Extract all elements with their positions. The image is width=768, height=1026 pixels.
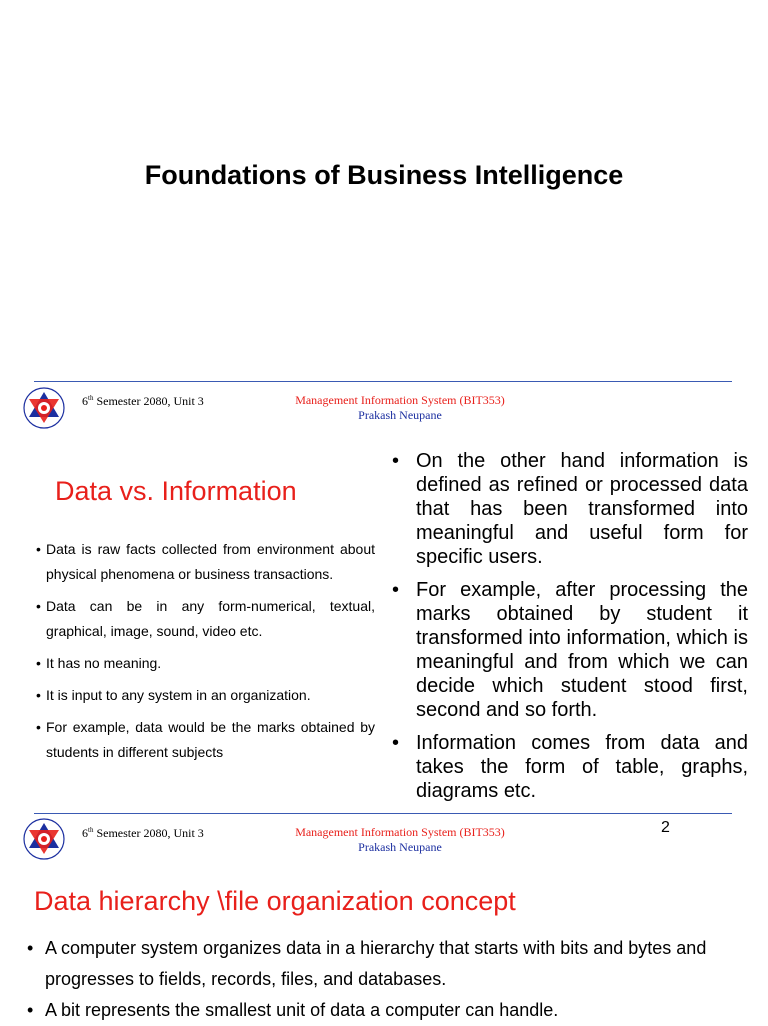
bullet-icon: • — [392, 579, 400, 601]
list-item — [390, 731, 748, 803]
bullet-icon: • — [36, 719, 41, 735]
list-item-text: Data is raw facts collected from environment about physical phenomena or business transactions. — [46, 541, 375, 582]
list-item — [27, 933, 745, 995]
list-item — [27, 995, 745, 1026]
right-bullet-list — [390, 449, 748, 812]
section-heading: Data vs. Information — [55, 476, 297, 506]
list-item-text: It is input to any system in an organization. — [46, 687, 311, 703]
bullet-icon: • — [392, 732, 400, 754]
footer-semester — [82, 394, 204, 409]
list-item-text: A bit represents the smallest unit of data a computer can handle. — [45, 1000, 559, 1020]
course-name: Management Information System (BIT353) — [295, 825, 505, 839]
semester-text: Semester 2080, Unit 3 — [93, 826, 204, 840]
semester-suffix: th — [88, 394, 94, 402]
list-item — [36, 715, 375, 765]
slide-title: Foundations of Business Intelligence — [144, 160, 624, 190]
semester-suffix: th — [88, 826, 94, 834]
author-name: Prakash Neupane — [358, 840, 442, 854]
bullet-icon: • — [27, 938, 34, 958]
semester-number: 6 — [82, 394, 88, 408]
list-item — [36, 537, 375, 587]
footer-course — [250, 393, 550, 423]
bullet-icon: • — [36, 687, 41, 703]
course-name: Management Information System (BIT353) — [295, 393, 505, 407]
divider-rule — [34, 813, 732, 814]
list-item-text: For example, after processing the marks obtained by student it transformed into information, which is meaningful and from which we can decide which student stood first, second and so forth. — [416, 579, 748, 721]
list-item-text: On the other hand information is defined as refined or processed data that has been transformed into meaningful and useful form for specific users. — [416, 450, 748, 568]
college-logo-icon — [22, 817, 66, 861]
bullet-icon: • — [27, 1000, 34, 1020]
author-name: Prakash Neupane — [358, 408, 442, 422]
bullet-icon: • — [36, 541, 41, 557]
list-item-text: It has no meaning. — [46, 655, 162, 671]
list-item — [390, 578, 748, 722]
list-item — [36, 594, 375, 644]
bullet-icon: • — [36, 655, 41, 671]
list-item — [36, 683, 375, 708]
footer-semester — [82, 826, 204, 841]
left-bullet-list — [36, 537, 375, 772]
semester-text: Semester 2080, Unit 3 — [93, 394, 204, 408]
page-number: 2 — [661, 819, 670, 836]
divider-rule — [34, 381, 732, 382]
college-logo-icon — [22, 386, 66, 430]
semester-number: 6 — [82, 826, 88, 840]
bullet-icon: • — [36, 598, 41, 614]
list-item-text: A computer system organizes data in a hierarchy that starts with bits and bytes and progresses to fields, records, files, and databases. — [45, 938, 707, 989]
list-item — [36, 651, 375, 676]
section-heading: Data hierarchy \file organization concept — [34, 886, 516, 916]
list-item-text: Information comes from data and takes the form of table, graphs, diagrams etc. — [416, 732, 748, 802]
list-item-text: Data can be in any form-numerical, textual, graphical, image, sound, video etc. — [46, 598, 375, 639]
list-item-text: For example, data would be the marks obtained by students in different subjects — [46, 719, 375, 760]
bottom-bullet-list — [27, 933, 745, 1026]
list-item — [390, 449, 748, 569]
footer-course — [250, 825, 550, 855]
bullet-icon: • — [392, 450, 400, 472]
